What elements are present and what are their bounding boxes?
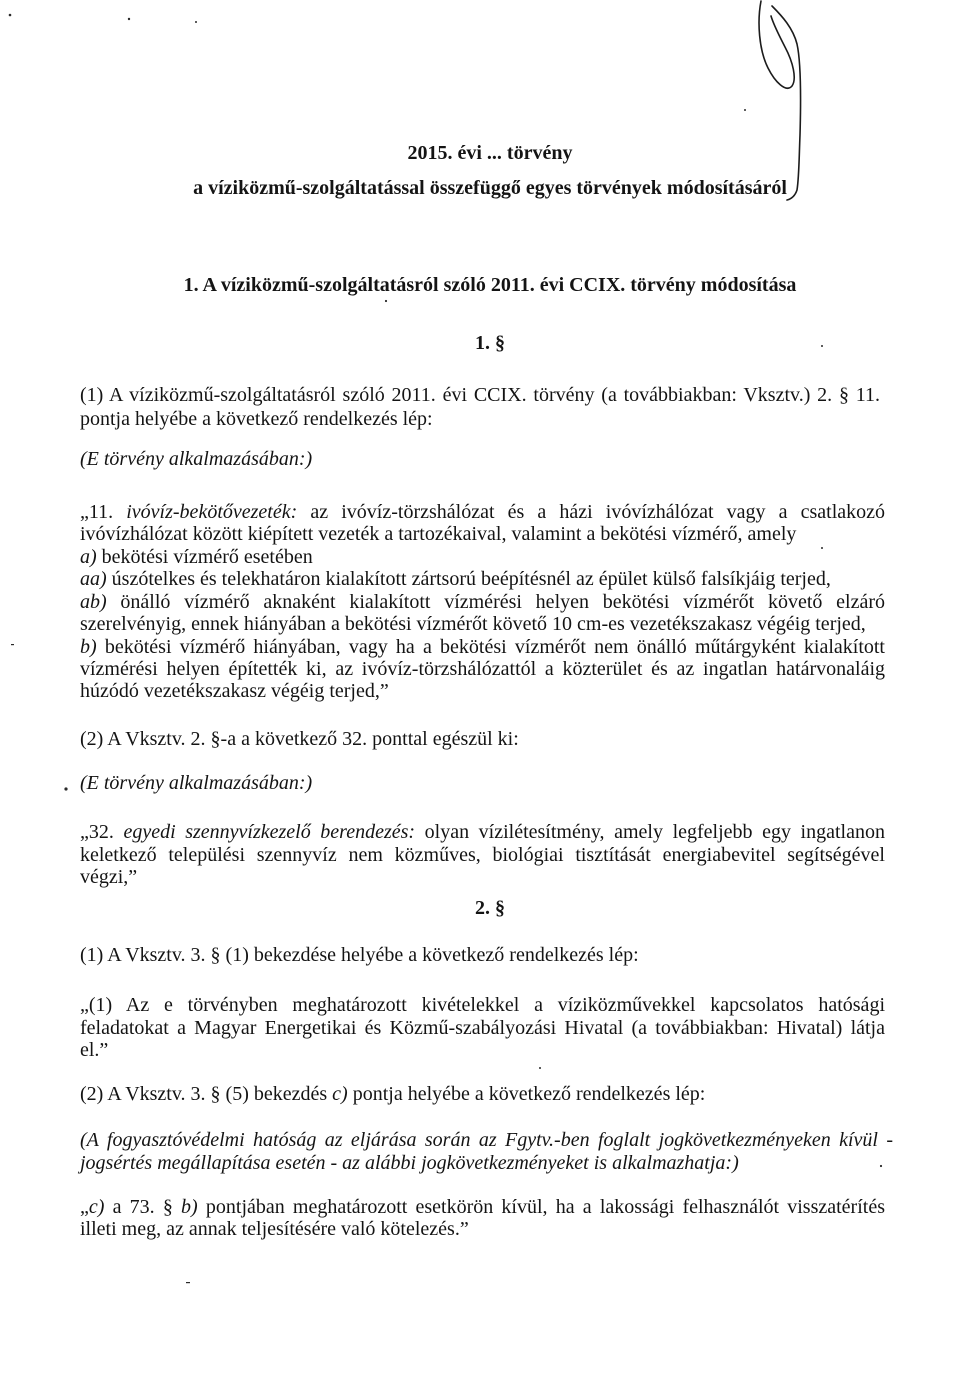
- scan-speck: [195, 21, 197, 23]
- handwritten-loop-stroke: [759, 1, 794, 88]
- handwritten-vertical-stroke: [772, 6, 801, 200]
- scan-speck: [186, 1282, 190, 1283]
- definition-11-item-ab: [80, 590, 885, 614]
- definition-11-item-b-continuation-1: vízmérési helyen építették ki, az ivóvíz-törzshálózattól a közterület és az ingatlan határvonaláig: [80, 658, 885, 680]
- section-2-paragraph-2: [80, 1082, 885, 1106]
- section-2-heading: 2. §: [475, 897, 505, 919]
- item-text-ab: önálló vízmérő aknaként kialakított vízmérési helyen bekötési vízmérőt követő elzáró: [106, 591, 885, 613]
- section-2-paragraph-1: (1) A Vksztv. 3. § (1) bekezdése helyébe a következő rendelkezés lép:: [80, 944, 639, 966]
- item-label-aa: aa): [80, 568, 107, 590]
- definition-11-term: ivóvíz-bekötővezeték:: [126, 501, 298, 523]
- definition-11-item-b-continuation-2: húzódó vezetékszakasz végéig terjed,”: [80, 680, 389, 702]
- item-text-a: bekötési vízmérő esetében: [96, 546, 313, 568]
- part-heading: 1. A víziközmű-szolgáltatásról szóló 2011. évi CCIX. törvény módosítása: [183, 274, 797, 296]
- scan-speck: [539, 1067, 541, 1069]
- section-1-paragraph-1-line-1: (1) A víziközmű-szolgáltatásról szóló 2011. évi CCIX. törvény (a továbbiakban: Vksztv.) 2. § 11.: [80, 384, 880, 406]
- handwritten-mark: [759, 1, 801, 200]
- amendment-2-line-1: [80, 1195, 885, 1219]
- scan-speck: [128, 18, 130, 20]
- definition-32-line-3: végzi,”: [80, 866, 138, 888]
- definition-11-item-b: [80, 635, 885, 659]
- item-label-a: a): [80, 546, 97, 568]
- definition-11-item-ab-continuation: szerelvényig, ennek hiányában a bekötési vízmérőt követő 10 cm-es vezetékszakasz végéig terjed,: [80, 613, 866, 635]
- amendment-1-line-1: „(1) Az e törvényben meghatározott kivételekkel a víziközművekkel kapcsolatos hatósági: [80, 994, 885, 1016]
- act-subtitle: a víziközmű-szolgáltatással összefüggő egyes törvények módosításáról: [193, 177, 787, 199]
- definition-11-item-aa: [80, 567, 885, 591]
- section-1-paragraph-2: (2) A Vksztv. 2. §-a a következő 32. ponttal egészül ki:: [80, 728, 519, 750]
- definition-32-number: „32.: [80, 821, 124, 843]
- point-label-b: b): [181, 1196, 198, 1218]
- scan-speck: [385, 300, 387, 302]
- definition-32-text: olyan vízilétesítmény, amely legfeljebb egy ingatlanon: [415, 821, 885, 843]
- definition-11-text: az ivóvíz-törzshálózat és a házi ivóvízhálózat vagy a csatlakozó: [297, 501, 886, 523]
- point-label-c: c): [332, 1083, 348, 1105]
- definition-11-number: „11.: [80, 501, 127, 523]
- scan-speck: [11, 644, 14, 645]
- amendment-1-line-2: feladatokat a Magyar Energetikai és Közmű-szabályozási Hivatal (a továbbiakban: Hivatal) látja: [80, 1017, 885, 1039]
- section-1-context-2: (E törvény alkalmazásában:): [80, 772, 313, 794]
- paragraph-2-text-start: (2) A Vksztv. 3. § (5) bekezdés: [80, 1083, 333, 1105]
- amendment-1-line-3: el.”: [80, 1039, 109, 1061]
- amendment-2-line-2: illeti meg, az annak teljesítésére való kötelezés.”: [80, 1218, 469, 1240]
- section-1-paragraph-1-line-2: pontja helyébe a következő rendelkezés lép:: [80, 408, 433, 430]
- item-text-b: bekötési vízmérő hiányában, vagy ha a bekötési vízmérőt nem önálló műtárgyként kialakított: [96, 636, 885, 658]
- definition-11-line-1: [80, 500, 885, 524]
- item-label-b: b): [80, 636, 97, 658]
- scan-speck: [9, 14, 12, 17]
- item-label-ab: ab): [80, 591, 107, 613]
- amendment-2-text-end: pontjában meghatározott esetkörön kívül, ha a lakossági felhasználót visszatérítés: [197, 1196, 885, 1218]
- definition-32-line-1: [80, 820, 885, 844]
- definition-11-item-a: [80, 545, 885, 569]
- definition-32-term: egyedi szennyvízkezelő berendezés:: [123, 821, 416, 843]
- definition-32-line-2: keletkező települési szennyvíz nem közműves, biológiai tisztítását energiabevitel segítségével: [80, 844, 885, 866]
- section-2-context-line-2: jogsértés megállapítása esetén - az alábbi jogkövetkezményeket is alkalmazhatja:): [80, 1152, 739, 1174]
- item-text-aa: úszótelkes és telekhatáron kialakított zártsorú beépítésnél az épület külső falsíkjáig terjed,: [106, 568, 831, 590]
- opening-quote: „: [80, 1196, 89, 1218]
- section-1-context-1: (E törvény alkalmazásában:): [80, 448, 313, 470]
- section-1-heading: 1. §: [475, 332, 505, 354]
- section-2-context-line-1: (A fogyasztóvédelmi hatóság az eljárása során az Fgytv.-ben foglalt jogkövetkezményeken kívül -: [80, 1129, 893, 1151]
- paragraph-2-text-end: pontja helyébe a következő rendelkezés lép:: [347, 1083, 706, 1105]
- point-label-c: c): [88, 1196, 105, 1218]
- act-title: 2015. évi ... törvény: [407, 142, 573, 164]
- scan-speck: [744, 109, 746, 111]
- scan-speck: [64, 787, 67, 790]
- amendment-2-text-mid: a 73. §: [104, 1196, 182, 1218]
- definition-11-line-2: ivóvízhálózat között kiépített vezeték a tartozékaival, valamint a bekötési vízmérő, amely: [80, 523, 797, 545]
